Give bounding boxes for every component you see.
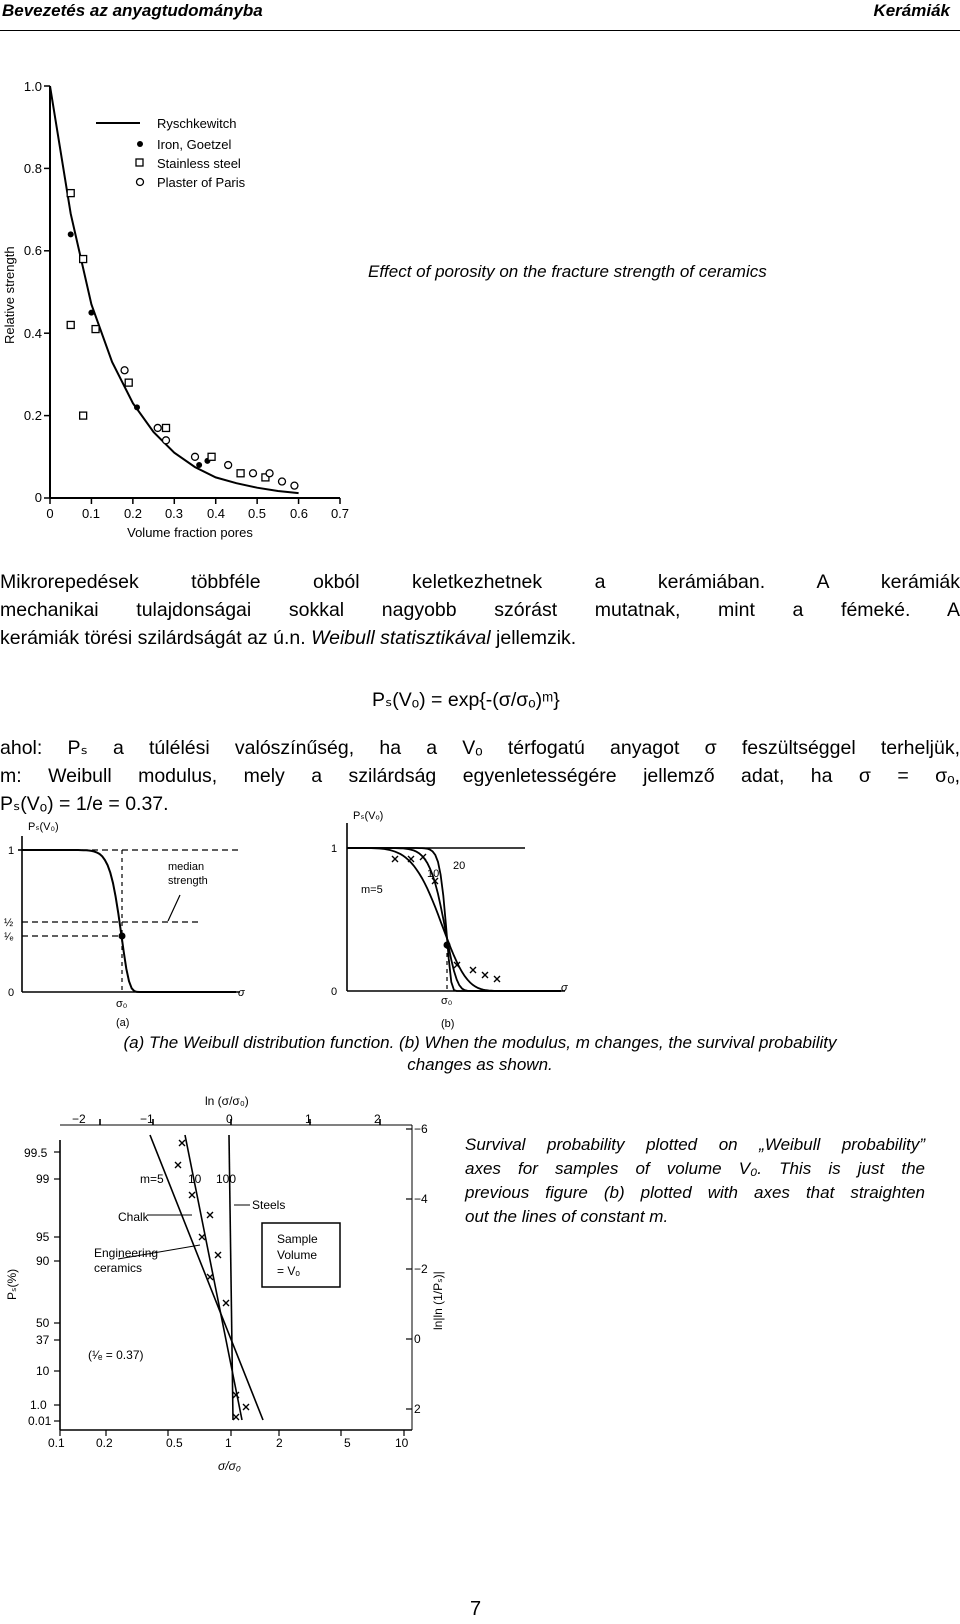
intro-line-2: mechanikai tulajdonságai sokkal nagyobb szórást mutatnak, mint a fémeké. A [0, 599, 960, 621]
f3-x-10: 10 [395, 1436, 409, 1450]
weibull-term: Weibull statisztikával [311, 627, 491, 649]
x-marker [494, 976, 500, 982]
f3-top-m1: −1 [140, 1112, 154, 1126]
b-y0: 0 [331, 986, 338, 998]
square-point [208, 453, 215, 460]
legend-plaster: Plaster of Paris [157, 175, 246, 190]
square-point [80, 256, 87, 263]
intro-paragraph [0, 568, 960, 652]
circle-point [163, 437, 170, 444]
x-marker [470, 967, 476, 973]
circle-point [192, 453, 199, 460]
x-tick-03: 0.3 [164, 506, 184, 521]
f3-eng2: ceramics [94, 1261, 143, 1275]
legend-stainless: Stainless steel [157, 156, 241, 171]
circle-point [154, 424, 161, 431]
f3-r-0: 0 [414, 1332, 421, 1346]
def-line-3: Pₛ(Vₒ) = 1/e = 0.37. [0, 793, 169, 815]
f3-x-2: 2 [276, 1436, 283, 1450]
filled-circle-point [68, 231, 74, 237]
circle-point [250, 470, 257, 477]
weibull-formula: Pₛ(Vₒ) = exp{-(σ/σₒ)ᵐ} [372, 689, 560, 711]
circle-point [266, 470, 273, 477]
def-line-2: m: Weibull modulus, mely a szilárdság egyenletességére jellemző adat, ha σ = σₒ, [0, 765, 960, 787]
x-marker [207, 1274, 213, 1280]
legend-ryschkewitch: Ryschkewitch [157, 116, 237, 131]
x-tick-06: 0.6 [289, 506, 309, 521]
f3-box2: Volume [277, 1248, 318, 1262]
x-marker [199, 1234, 205, 1240]
f3-box1: Sample [277, 1232, 318, 1246]
f3-r-m4: −4 [414, 1192, 428, 1206]
x-marker [215, 1252, 221, 1258]
fig2-caption-line-1: (a) The Weibull distribution function. (b) When the modulus, m changes, the survival probability [123, 1033, 837, 1052]
square-point [67, 321, 74, 328]
f3-x-02: 0.2 [96, 1436, 113, 1450]
x-marker [392, 856, 398, 862]
x-marker [179, 1140, 185, 1146]
y-tick-10: 1.0 [23, 79, 42, 94]
fig2-caption-line-2: changes as shown. [407, 1055, 553, 1074]
b-panel: (b) [441, 1018, 455, 1030]
fig3-caption [465, 1133, 925, 1229]
a-xlab: σ [238, 987, 245, 999]
a-annot2: strength [168, 875, 208, 887]
f3-y-37: 37 [36, 1333, 50, 1347]
circle-point [279, 478, 286, 485]
square-point [67, 190, 74, 197]
fig2-caption [0, 1032, 960, 1076]
b-xs: σ₀ [441, 995, 453, 1007]
def-line-1: ahol: Pₛ a túlélési valószínűség, ha a Vₒ térfogatú anyagot σ feszültséggel terheljük, [0, 737, 960, 759]
b-m20: 20 [453, 860, 466, 872]
x-marker [233, 1414, 239, 1420]
f3-y-001: 0.01 [28, 1414, 52, 1428]
f3-toplabel: ln (σ/σ₀) [205, 1095, 249, 1108]
square-point [92, 326, 99, 333]
circle-point [225, 462, 232, 469]
f3-top-1: 1 [305, 1112, 312, 1126]
x-tick-0: 0 [46, 506, 54, 521]
x-marker [189, 1192, 195, 1198]
y-tick-0: 0 [34, 490, 42, 505]
square-point [80, 412, 87, 419]
x-axis-label: Volume fraction pores [127, 525, 253, 540]
circle-point [121, 367, 128, 374]
x-marker [243, 1404, 249, 1410]
y-tick-04: 0.4 [23, 326, 42, 341]
f3-x-05: 0.5 [166, 1436, 183, 1450]
fig3-caption-line-4: out the lines of constant m. [465, 1207, 669, 1226]
intro-line-1: Mikrorepedések többféle okból keletkezhetnek a kerámiában. A kerámiák [0, 571, 960, 593]
x-tick-01: 0.1 [81, 506, 101, 521]
circle-point [291, 482, 298, 489]
f3-x-01: 0.1 [48, 1436, 65, 1450]
x-tick-04: 0.4 [206, 506, 226, 521]
b-ylabel: Pₛ(Vₒ) [353, 810, 384, 822]
b-xlab: σ [561, 982, 568, 994]
x-marker [408, 856, 414, 862]
f3-top-m2: −2 [72, 1112, 86, 1126]
y-tick-06: 0.6 [23, 243, 42, 258]
fig1-caption: Effect of porosity on the fracture strength of ceramics [368, 262, 767, 281]
intro-text: kerámiák törési szilárdságát az ú.n. [0, 627, 312, 649]
a-xs: σ₀ [116, 998, 128, 1010]
y-axis-label: Relative strength [2, 246, 17, 344]
a-y1: 1 [8, 845, 15, 857]
f3-y-99: 99 [36, 1172, 50, 1186]
f3-y-10: 10 [36, 1364, 50, 1378]
filled-circle-point [134, 404, 140, 410]
f3-y-95: 95 [36, 1230, 50, 1244]
legend-iron: Iron, Goetzel [157, 137, 232, 152]
fig3-caption-line-2: axes for samples of volume V₀. This is just the [465, 1159, 925, 1178]
page-header [0, 0, 960, 31]
a-y0: 0 [8, 987, 15, 999]
f3-box3: = Vₒ [277, 1264, 300, 1278]
f3-top-0: 0 [226, 1112, 233, 1126]
square-point [237, 470, 244, 477]
x-marker [482, 972, 488, 978]
x-marker [207, 1212, 213, 1218]
f3-chalk: Chalk [118, 1210, 149, 1224]
y-tick-08: 0.8 [23, 161, 42, 176]
page-number: 7 [470, 1598, 482, 1620]
f3-r-m2: −2 [414, 1262, 428, 1276]
y-tick-02: 0.2 [23, 408, 42, 423]
x-marker [420, 854, 426, 860]
x-tick-07: 0.7 [330, 506, 350, 521]
b-y1: 1 [331, 843, 338, 855]
weibull-probability-chart [0, 1095, 460, 1485]
f3-rlabel: ln|ln (1/Pₛ)| [431, 1271, 445, 1330]
a-yhalf: ½ [4, 917, 14, 929]
f3-ylabel: Pₛ(%) [5, 1268, 19, 1300]
f3-xlabel: σ/σ₀ [218, 1459, 241, 1473]
f3-x-5: 5 [344, 1436, 351, 1450]
f3-y-995: 99.5 [24, 1146, 48, 1160]
porosity-chart [0, 70, 360, 560]
filled-circle-point [196, 462, 202, 468]
x-marker [223, 1300, 229, 1306]
f3-m100: 100 [216, 1172, 237, 1186]
f3-top-2: 2 [374, 1112, 381, 1126]
weibull-distribution-b [325, 805, 580, 1040]
x-marker [175, 1162, 181, 1168]
f3-y-50: 50 [36, 1316, 50, 1330]
a-annot1: median [168, 861, 205, 873]
filled-circle-point [88, 310, 94, 316]
b-m10: 10 [427, 868, 440, 880]
header-right: Kerámiák [873, 1, 950, 20]
weibull-distribution-a [0, 810, 260, 1040]
f3-x-1: 1 [225, 1436, 232, 1450]
intro-line-3 [0, 624, 960, 652]
f3-r-m6: −6 [414, 1122, 428, 1136]
f3-m10: 10 [188, 1172, 202, 1186]
square-point [125, 379, 132, 386]
fig3-caption-line-1: Survival probability plotted on „Weibull probability” [465, 1135, 925, 1154]
x-tick-02: 0.2 [123, 506, 143, 521]
a-panel: (a) [116, 1017, 130, 1029]
fig3-caption-line-3: previous figure (b) plotted with axes that straighten [465, 1183, 925, 1202]
b-m5: m=5 [361, 884, 383, 896]
header-left: Bevezetés az anyagtudományba [2, 1, 263, 20]
a-ylabel: Pₛ(V₀) [28, 821, 59, 833]
f3-y-90: 90 [36, 1254, 50, 1268]
f3-r-2: 2 [414, 1402, 421, 1416]
square-point [163, 424, 170, 431]
f3-y-1: 1.0 [30, 1398, 47, 1412]
x-tick-05: 0.5 [247, 506, 267, 521]
f3-note: (¹⁄ₑ = 0.37) [88, 1348, 144, 1362]
f3-steels: Steels [252, 1198, 286, 1212]
f3-eng1: Engineering [94, 1246, 159, 1260]
f3-m5: m=5 [140, 1172, 164, 1186]
intro-text-end: jellemzik. [490, 627, 577, 649]
a-ye: ¹⁄ₑ [4, 931, 14, 943]
